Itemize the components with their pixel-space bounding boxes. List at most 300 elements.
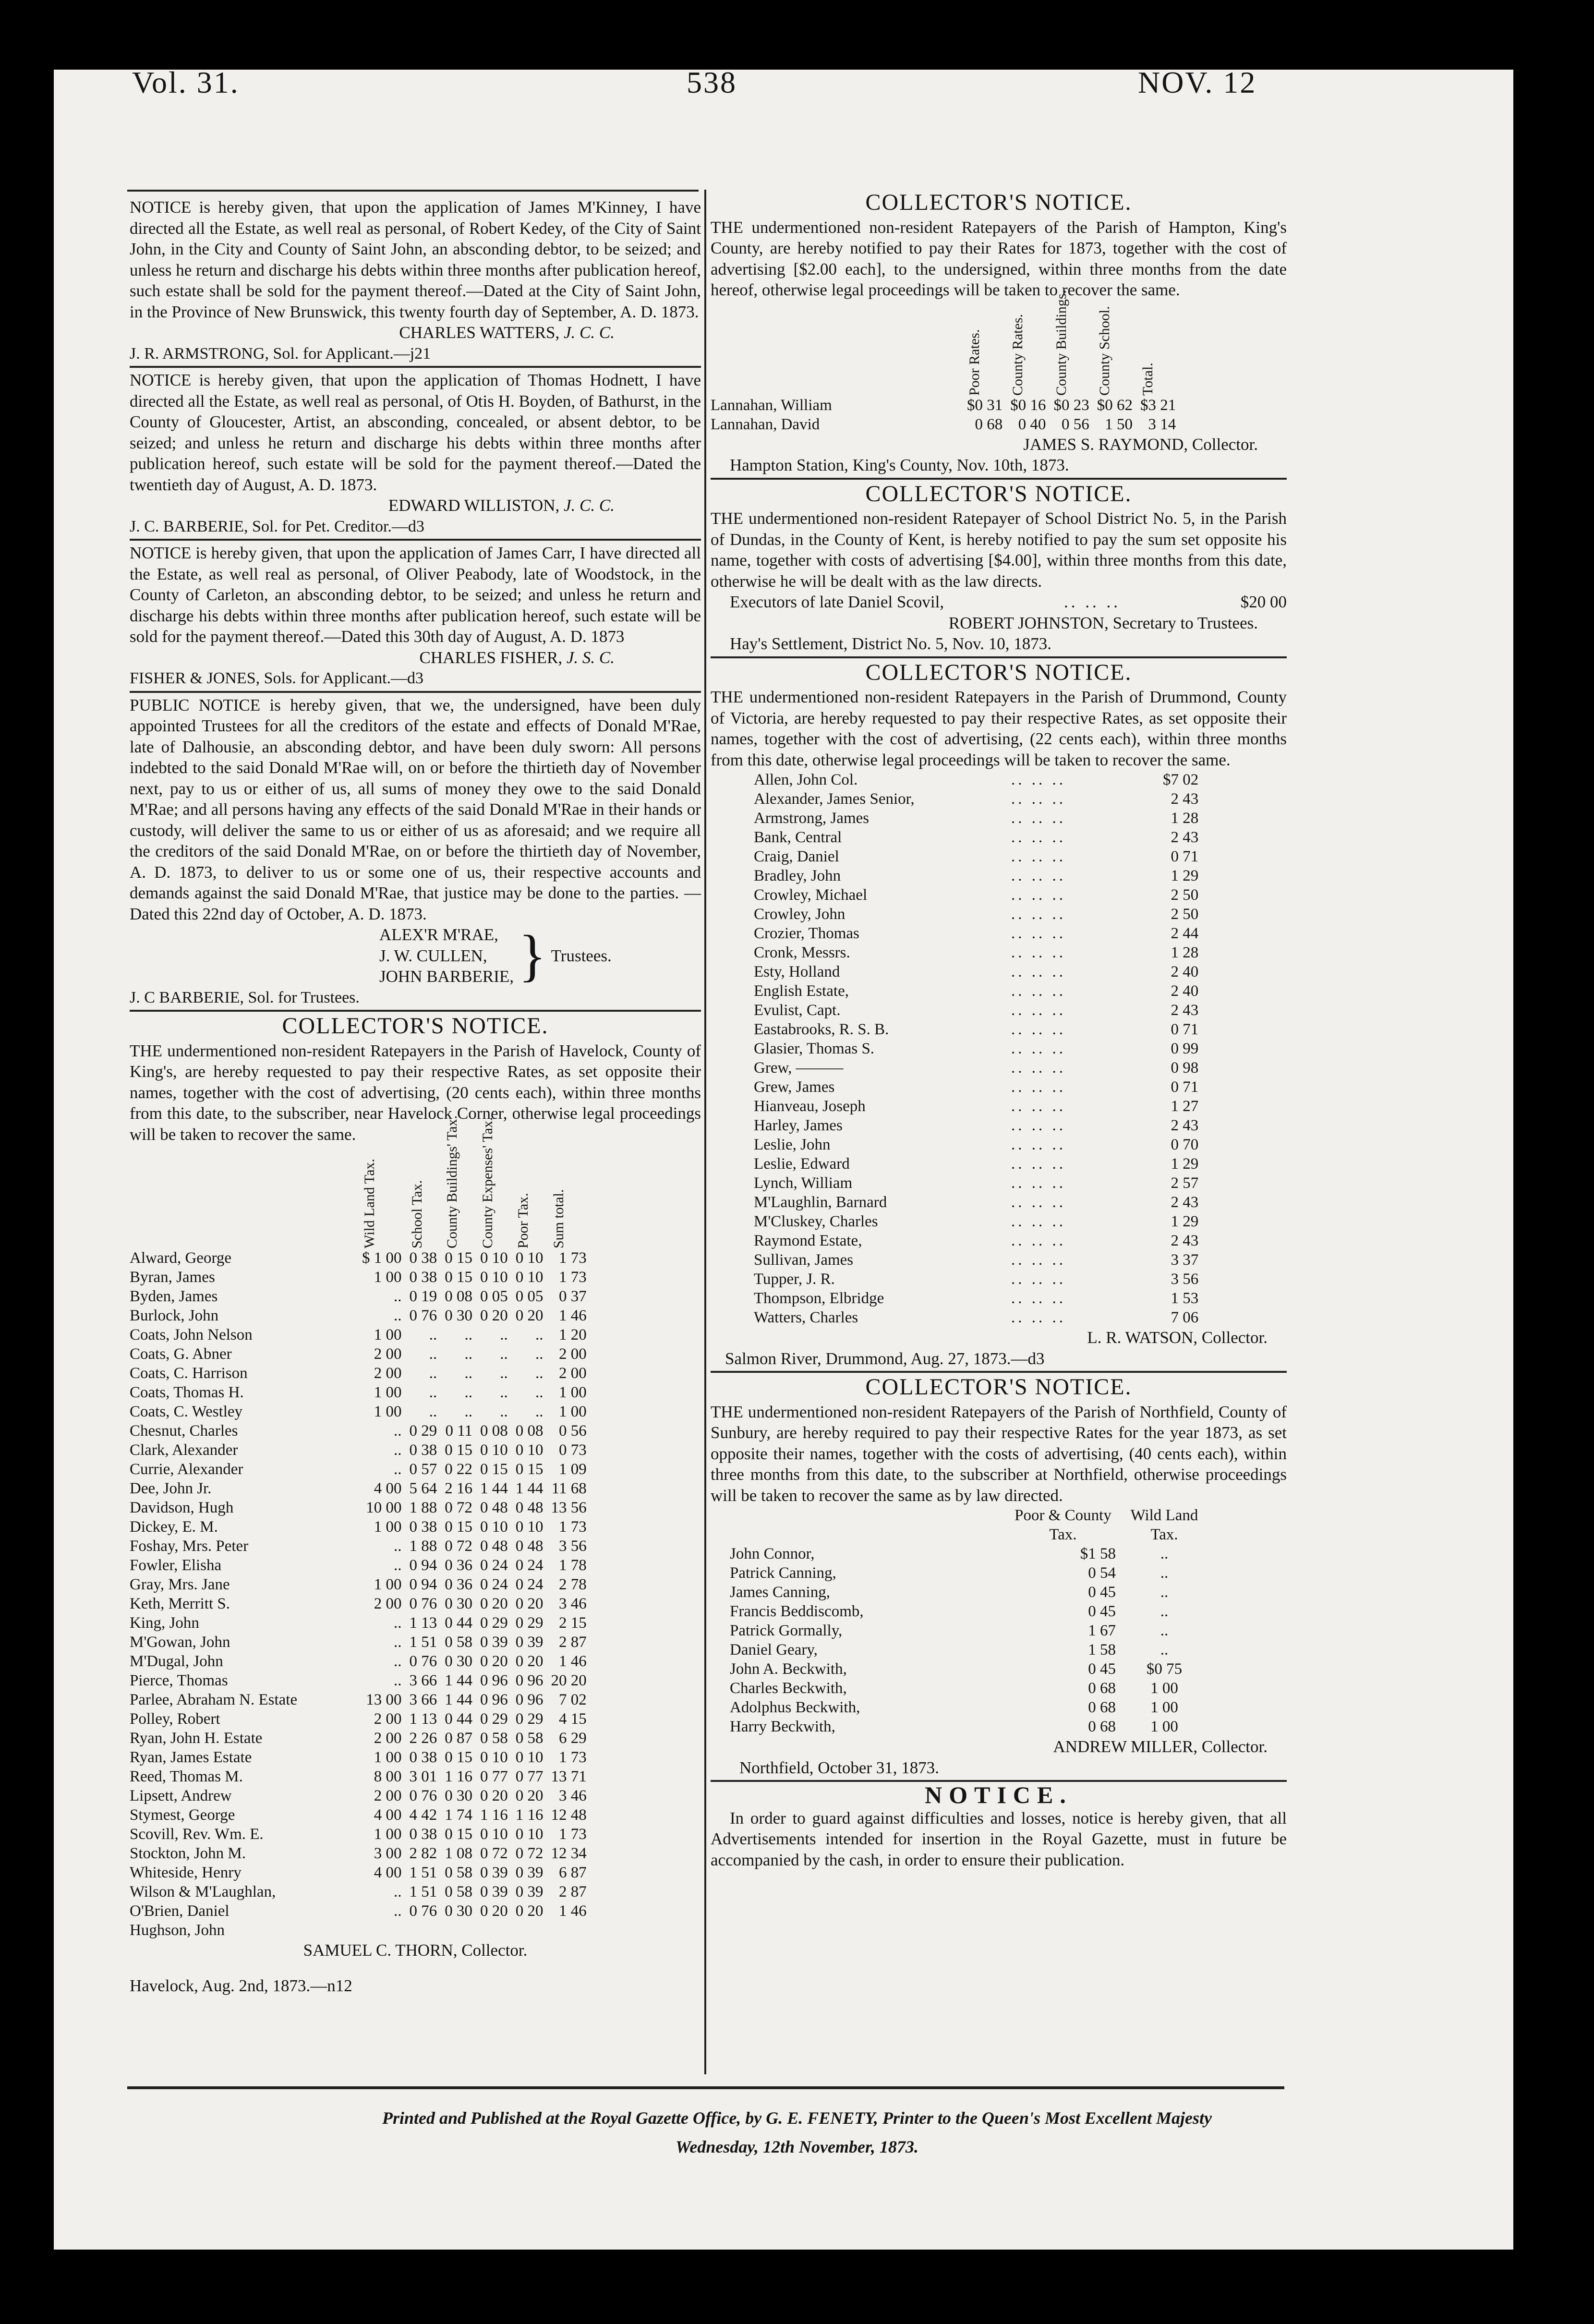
rate-cell: 1 29 [1171,1213,1199,1230]
footer-rule [127,2086,1284,2089]
rate-cell: 0 15 [445,1249,472,1267]
ratepayer-name: Charles Beckwith, [730,1680,847,1697]
notice-signer: JAMES S. RAYMOND, Collector. [1023,435,1258,454]
rate-cell: 0 05 [515,1288,543,1305]
ratepayer-name: Lannahan, David [711,415,820,433]
rate-cell: 0 54 [1088,1564,1116,1582]
ratepayer-name: Coats, G. Abner [130,1345,232,1363]
rate-cell: 2 40 [1171,982,1199,1000]
table-row [130,1440,591,1460]
rate-cell: 2 16 [445,1480,472,1497]
rate-cell: 1 00 [374,1749,402,1766]
notice-signer: SAMUEL C. THORN, Collector. [303,1941,528,1960]
ratepayer-name: James Canning, [730,1584,830,1601]
table-row [130,1556,591,1575]
leader-dots: .. .. .. [1011,1232,1066,1249]
ratepayer-name: Hianveau, Joseph [754,1098,866,1115]
notice-text: NOTICE is hereby given, that upon the application of James Carr, I have directed all the Estate, as well real as personal, of Oliver Peabody, late of Woodstock, in the County of Carleton, an absconding debtor, to be seized; and unless he return and discharge his debts within three months after publication hereof, such estate will be sold for the payment thereof.—Dated this 30th day of August, A. D. 1873 [130,544,701,646]
rate-cell: 2 44 [1171,925,1199,942]
notice-dateline: Salmon River, Drummond, Aug. 27, 1873.—d3 [725,1349,1045,1368]
rate-cell: .. [464,1365,472,1382]
table-row [754,1116,1202,1135]
rate-cell: 2 43 [1171,829,1199,846]
rate-cell: 1 09 [559,1461,587,1478]
table-row [730,1602,1209,1621]
table-row [730,1659,1209,1679]
ratepayer-name: Hughson, John [130,1922,225,1939]
notice-text: THE undermentioned non-resident Ratepayers of the Parish of Hampton, King's County, are hereby notified to pay their Rates for 1873, together with the cost of advertising [$2.00 each], to the undersigned, within three months from the date hereof, otherwise legal proceedings will be taken to recover the same. [711,218,1287,299]
leader-dots: .. .. .. [1011,1136,1066,1153]
ratepayer-name: Patrick Gormally, [730,1622,843,1639]
rate-cell: 0 94 [409,1557,437,1574]
rate-cell: .. [535,1403,543,1420]
notice-text: In order to guard against difficulties and losses, notice is hereby given, that all Advertisements intended for insertion in the Royal Gazette, must in future be accompanied by the cash, in order to ensure their publication. [711,1808,1287,1869]
rate-cell: 1 08 [445,1845,472,1862]
rate-cell: .. [500,1326,508,1344]
notice-divider [711,478,1287,480]
rate-cell: .. [1160,1641,1169,1658]
table-row [730,1544,1209,1563]
imprint-date: Wednesday, 12th November, 1873. [676,2137,918,2156]
notice-signer [130,495,701,516]
rate-cell: 1 16 [445,1768,472,1785]
rate-cell: .. [500,1384,508,1401]
table-row [754,1135,1202,1154]
ratepayer-name: Cronk, Messrs. [754,944,850,961]
leader-dots: .. .. .. [1011,771,1066,788]
leader-dots: .. .. .. [1011,1155,1066,1173]
notice-text: NOTICE is hereby given, that upon the application of Thomas Hodnett, I have directed all the Estate, as well real as personal, of Otis H. Boyden, of Bathurst, in the County of Gloucester, Artist, an absconding, concealed, or absent debtor, to be seized; and unless he return and discharge his debts within three months after publication hereof, such estate will be sold for the payment thereof.—Dated the twentieth day of August, A. D. 1873. [130,371,701,494]
rate-cell: .. [500,1345,508,1363]
rate-cell: 0 10 [515,1826,543,1843]
column-rule [127,190,699,192]
rate-cell: 0 56 [559,1422,587,1440]
rate-cell: 1 29 [1171,867,1199,884]
rate-cell: 1 67 [1088,1622,1116,1639]
column-header: Wild Land Tax. [1130,1507,1198,1543]
table-row [130,1344,591,1364]
column-header-label: Sum total. [550,1189,567,1248]
rate-cell [358,1921,406,1940]
hampton-rates-table [711,290,1180,434]
rate-cell: 0 38 [409,1269,437,1286]
rate-cell: 0 39 [480,1634,508,1651]
leader-dots: .. .. .. [1063,593,1121,611]
leader-dots: .. .. .. [1011,1098,1066,1115]
leader-dots: .. .. .. [1011,963,1066,980]
rate-cell: .. [394,1883,402,1900]
table-row [730,1679,1209,1698]
rate-cell: 7 06 [1171,1309,1199,1326]
rate-cell: .. [394,1634,402,1651]
notice-solicitor: J. C. BARBERIE, Sol. for Pet. Creditor.—d3 [130,517,424,535]
rate-cell: .. [535,1345,543,1363]
ratepayer-name: English Estate, [754,982,849,1000]
ratepayer-name: Pierce, Thomas [130,1672,228,1689]
rate-cell: 1 44 [515,1480,543,1497]
rate-cell: 0 20 [480,1595,508,1612]
ratepayer-name: Parlee, Abraham N. Estate [130,1691,298,1708]
rate-cell: 1 00 [1150,1680,1178,1697]
column-header: Poor & County Tax. [1014,1507,1111,1543]
issue-date: NOV. 12 [1138,65,1257,99]
table-row [754,866,1202,885]
leader-dots: .. .. .. [1011,1059,1066,1077]
table-row [130,1575,591,1594]
rate-cell: .. [394,1461,402,1478]
notice-divider [130,691,701,693]
leader-dots: .. .. .. [1011,1271,1066,1288]
rate-cell: 0 72 [445,1499,472,1516]
rate-cell: .. [429,1326,437,1344]
rate-cell: 0 58 [445,1864,472,1881]
notice-signer: ANDREW MILLER, Collector. [1053,1737,1268,1756]
rate-cell: 2 43 [1171,1232,1199,1249]
rate-cell: 1 51 [409,1864,437,1881]
table-row [730,1640,1209,1659]
rate-cell: 2 00 [374,1787,402,1804]
table-row [130,1325,591,1344]
rate-cell: .. [464,1345,472,1363]
rate-cell: 1 78 [559,1557,587,1574]
rate-cell: 0 24 [515,1557,543,1574]
ratepayer-name: Bank, Central [754,829,842,846]
table-row [130,1729,591,1748]
table-row [730,1621,1209,1640]
rate-cell: 1 73 [559,1269,587,1286]
notice-divider [711,656,1287,658]
header-spacer [730,1506,1006,1544]
rate-cell: $0 31 [967,396,1003,414]
notice-signer [130,322,701,343]
rate-cell: 1 00 [374,1826,402,1843]
rate-cell: 0 58 [445,1634,472,1651]
ratepayer-name: M'Dugal, John [130,1653,223,1670]
leader-dots: .. .. .. [1011,829,1066,846]
ratepayer-name: King, John [130,1614,199,1632]
rate-cell: 0 73 [559,1441,587,1459]
rate-cell: 0 10 [480,1249,508,1267]
ratepayer-name: Gray, Mrs. Jane [130,1576,230,1593]
rate-cell: 0 20 [515,1902,543,1920]
drummond-rates-table [754,770,1202,1327]
rate-cell: 0 71 [1171,1021,1199,1038]
ratepayer-name: Davidson, Hugh [130,1499,234,1516]
rate-cell: 2 50 [1171,906,1199,923]
ratepayer-name: Leslie, John [754,1136,831,1153]
ratepayer-name: Foshay, Mrs. Peter [130,1537,249,1555]
leader-dots: .. .. .. [1011,944,1066,961]
rate-cell: 1 73 [559,1249,587,1267]
rate-cell: 20 20 [551,1672,587,1689]
notice-divider [711,1371,1287,1373]
ratepayer-name: Byran, James [130,1269,215,1286]
rate-cell: 0 68 [1088,1680,1116,1697]
rate-cell: 0 10 [515,1249,543,1267]
leader-dots: .. .. .. [1011,982,1066,1000]
rate-cell: 2 15 [559,1614,587,1632]
ratepayer-name: Wilson & M'Laughlan, [130,1883,276,1900]
rate-cell: 0 10 [480,1826,508,1843]
table-row [130,1825,591,1844]
table-row [754,962,1202,981]
rate-cell: $3 21 [1140,396,1176,414]
right-column [711,192,1287,1870]
rate-cell: 0 15 [445,1441,472,1459]
rate-cell: 0 24 [480,1576,508,1593]
rate-cell: 1 44 [445,1672,472,1689]
table-row [754,943,1202,962]
rate-cell: 3 01 [409,1768,437,1785]
rate-cell: .. [394,1653,402,1670]
rate-cell: 0 20 [515,1307,543,1324]
rate-cell: 4 00 [374,1480,402,1497]
rate-cell: 1 27 [1171,1098,1199,1115]
ratepayer-name: Alexander, James Senior, [754,790,915,808]
rate-cell: 0 30 [445,1653,472,1670]
rate-cell: 0 87 [445,1730,472,1747]
rate-cell: 0 29 [409,1422,437,1440]
rate-cell: 0 96 [480,1672,508,1689]
ratepayer-name: Raymond Estate, [754,1232,862,1249]
rate-cell: 1 73 [559,1826,587,1843]
ratepayer-name: Glasier, Thomas S. [754,1040,875,1057]
rate-cell: 0 68 [975,415,1003,433]
notice-text: PUBLIC NOTICE is hereby given, that we, the undersigned, have been duly appointed Trustees for all the creditors of the estate and effects of Donald M'Rae, late of Dalhousie, an absconding debtor, and have been duly sworn: All persons indebted to the said Donald M'Rae will, on or before the thirtieth day of November next, pay to us or either of us, all sums of money they owe to the said Donald M'Rae; and all persons having any effects of the said Donald M'Rae in their hands or custody, will deliver the same to us or either of us as aforesaid; and we require all the creditors of the said Donald M'Rae, on or before the thirtieth day of November, A. D. 1873, to deliver to us or some one of us, their respective accounts and demands against the said Donald M'Rae, that justice may be done to the parties. —Dated this 22nd day of October, A. D. 1873. [130,695,701,923]
rate-cell: 0 10 [480,1518,508,1536]
rate-cell: 1 00 [374,1326,402,1344]
notice-solicitor: J. R. ARMSTRONG, Sol. for Applicant.—j21 [130,344,431,363]
rate-cell: 0 10 [480,1269,508,1286]
leader-dots: .. .. .. [1011,790,1066,808]
rate-cell: 0 77 [515,1768,543,1785]
trustees-label: Trustees. [551,946,612,965]
rate-cell: .. [429,1384,437,1401]
column-header-label: County School. [1096,305,1112,396]
leader-dots: .. .. .. [1011,925,1066,942]
table-row [754,1039,1202,1058]
table-row [130,1786,591,1805]
rate-cell: 0 58 [445,1883,472,1900]
rate-cell: 0 72 [445,1537,472,1555]
ratepayer-name: Coats, C. Harrison [130,1365,248,1382]
rate-cell: $7 02 [1163,771,1199,788]
rate-cell: 0 20 [480,1307,508,1324]
notice-divider [130,539,701,541]
rate-cell: 0 38 [409,1826,437,1843]
rate-cell [441,1921,476,1940]
rate-cell: 1 28 [1171,944,1199,961]
rate-cell: $ 1 00 [362,1249,402,1267]
column-header-label: County Buildings' Tax. [444,1115,460,1248]
rate-cell: 1 46 [559,1653,587,1670]
rate-cell: 1 16 [515,1806,543,1824]
ratepayer-name: Harley, James [754,1117,843,1134]
notice-title: COLLECTOR'S NOTICE. [282,1013,549,1039]
ratepayer-name: Keth, Merritt S. [130,1595,230,1612]
notice-text: THE undermentioned non-resident Ratepayers of the Parish of Northfield, County of Sunbury, are hereby required to pay their respective Rates for the year 1873, as set opposite their names, together with the costs of advertising, (40 cents each), within three months from this date, to the subscriber at Northfield, otherwise proceedings will be taken to recover the same as by law directed. [711,1402,1287,1505]
leader-dots: .. .. .. [1011,810,1066,827]
column-header [476,1117,512,1248]
rate-cell: .. [1160,1564,1169,1582]
rate-cell: 0 08 [445,1288,472,1305]
table-row [754,1020,1202,1039]
rate-cell: 2 43 [1171,790,1199,808]
ratepayer-name: Scovill, Rev. Wm. E. [130,1826,264,1843]
rate-cell: 6 29 [559,1730,587,1747]
ratepayer-name: Lynch, William [754,1174,853,1192]
column-header [512,1148,547,1248]
rate-cell: 2 43 [1171,1117,1199,1134]
table-row [130,1690,591,1709]
rate-cell: 0 15 [480,1461,508,1478]
ratepayer-name: Clark, Alexander [130,1441,238,1459]
table-row [754,1097,1202,1116]
rate-cell: 0 15 [515,1461,543,1478]
table-row [754,1289,1202,1308]
ratepayer-name: Fowler, Elisha [130,1557,222,1574]
havelock-notice [130,1013,701,1996]
ratepayer-name: Armstrong, James [754,810,869,827]
ratepayer-name: John Connor, [730,1545,815,1562]
ratepayer-name: Coats, Thomas H. [130,1384,244,1401]
ratepayer-name: Chesnut, Charles [130,1422,238,1440]
rate-cell: 0 15 [445,1518,472,1536]
leader-dots: .. .. .. [1011,1117,1066,1134]
rate-cell: 0 38 [409,1249,437,1267]
rate-cell: 0 30 [445,1595,472,1612]
ratepayer-name: Executors of late Daniel Scovil, [730,593,944,611]
table-row [754,1308,1202,1327]
rate-cell: 1 00 [374,1576,402,1593]
column-header-label: Poor Rates. [966,329,982,396]
ratepayer-name: Adolphus Beckwith, [730,1699,860,1716]
trustee-names [379,924,514,987]
notice-solicitor: J. C BARBERIE, Sol. for Trustees. [130,988,360,1006]
ratepayer-name: Crowley, Michael [754,886,868,904]
table-row [754,1001,1202,1020]
rate-cell: 7 02 [559,1691,587,1708]
rate-cell: 2 00 [559,1345,587,1363]
rate-cell: 0 76 [409,1307,437,1324]
notice-kedey [130,197,701,364]
rate-cell: 1 00 [374,1518,402,1536]
ratepayer-name: Esty, Holland [754,963,840,980]
table-row [754,981,1202,1001]
rate-cell: 0 19 [409,1288,437,1305]
rate-cell: 2 00 [374,1595,402,1612]
column-header-label: County Buildings. [1053,290,1069,396]
table-row [130,1613,591,1633]
rate-cell: 0 29 [515,1614,543,1632]
rate-cell: 0 30 [445,1787,472,1804]
rate-cell: 0 39 [515,1864,543,1881]
notice-title: COLLECTOR'S NOTICE. [865,190,1132,215]
table-row [130,1421,591,1440]
rate-cell: $0 62 [1097,396,1133,414]
table-row [130,1709,591,1729]
trustee-name: JOHN BARBERIE, [379,967,514,986]
rate-cell: $0 16 [1010,396,1046,414]
rate-cell: 0 45 [1088,1584,1116,1601]
table-row [754,924,1202,943]
ratepayer-name: Bradley, John [754,867,841,884]
rate-cell: 10 00 [366,1499,402,1516]
rate-cell: 0 11 [445,1422,472,1440]
ratepayer-name: Francis Beddiscomb, [730,1603,864,1620]
rate-cell: 0 20 [480,1653,508,1670]
notice-boyden [130,370,701,537]
rate-cell: 1 28 [1171,810,1199,827]
ratepayer-name: Ryan, John H. Estate [130,1730,263,1747]
ratepayer-name: Dickey, E. M. [130,1518,218,1536]
rate-cell: .. [1160,1545,1169,1562]
rate-cell: 0 10 [480,1441,508,1459]
rate-cell: .. [535,1326,543,1344]
table-row [711,396,1180,415]
rate-cell: 0 30 [445,1902,472,1920]
drummond-table-body [754,770,1202,1327]
column-header [358,1148,406,1248]
rate-cell: 1 58 [1088,1641,1116,1658]
leader-dots: .. .. .. [1011,1213,1066,1230]
table-row [754,789,1202,809]
rate-cell: 3 56 [1171,1271,1199,1288]
rate-cell: 0 96 [515,1672,543,1689]
ratepayer-name: Sullivan, James [754,1251,854,1269]
notice-text: THE undermentioned non-resident Ratepayer of School District No. 5, in the Parish of Dundas, in the County of Kent, is hereby notified to pay the sum set opposite his name, together with costs of advertising [$4.00], within three months from this date, otherwise he will be dealt with as the law directs. [711,509,1287,591]
rate-cell: 1 29 [1171,1155,1199,1173]
rate-cell: 13 71 [551,1768,587,1785]
rate-cell: 0 48 [515,1499,543,1516]
rate-cell: .. [464,1384,472,1401]
signer-name: EDWARD WILLISTON, [388,496,560,515]
rate-cell: .. [394,1614,402,1632]
ratepayer-name: Harry Beckwith, [730,1718,835,1735]
rate-cell: 0 08 [480,1422,508,1440]
rate-cell: 0 68 [1088,1718,1116,1735]
rate-cell: 3 37 [1171,1251,1199,1269]
rate-cell: 13 00 [366,1691,402,1708]
table-row [130,1921,591,1940]
header-spacer [711,304,963,396]
notice-divider [130,366,701,368]
rate-cell: .. [464,1326,472,1344]
table-row [754,1193,1202,1212]
rate-cell: 6 87 [559,1864,587,1881]
rate-cell: 0 58 [480,1730,508,1747]
table-row [730,1698,1209,1717]
rate-cell: 1 13 [409,1614,437,1632]
rate-cell: 0 39 [515,1634,543,1651]
rate-cell: 0 71 [1171,848,1199,865]
rate-cell: 2 87 [559,1883,587,1900]
table-row [754,1250,1202,1270]
rate-cell [406,1921,441,1940]
rate-cell: 12 34 [551,1845,587,1862]
signer-name: CHARLES WATTERS, [399,323,560,342]
rate-cell: .. [535,1365,543,1382]
rate-cell: 5 64 [409,1480,437,1497]
ratepayer-name: Tupper, J. R. [754,1271,835,1288]
table-row [130,1537,591,1556]
ratepayer-name: Lipsett, Andrew [130,1787,232,1804]
rate-cell: 0 38 [409,1518,437,1536]
rate-cell: 0 38 [409,1441,437,1459]
rate-cell: 1 51 [409,1883,437,1900]
ratepayer-name: Dee, John Jr. [130,1480,212,1497]
rate-cell: 0 99 [1171,1040,1199,1057]
